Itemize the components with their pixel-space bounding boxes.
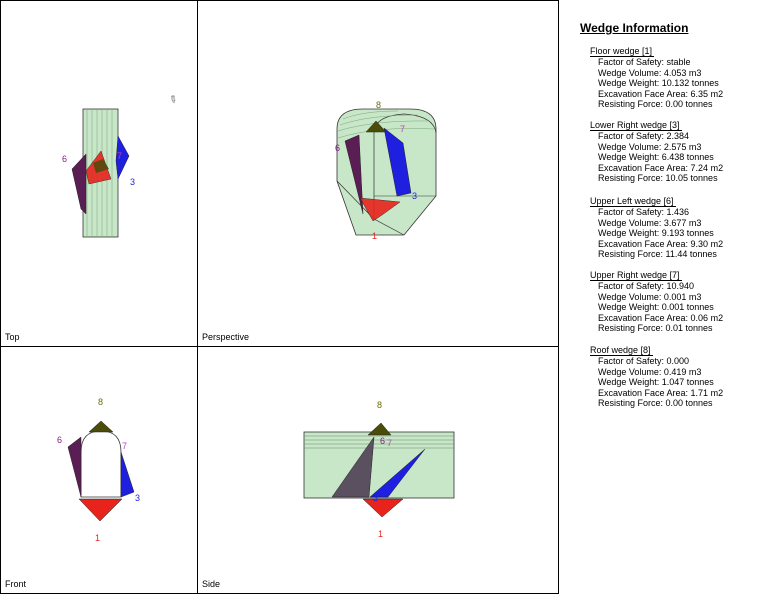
wedge-label-6: 6 [62, 154, 68, 164]
wedge-line: Resisting Force: 10.05 tonnes [598, 173, 718, 184]
wedge-line: Factor of Safety: stable [598, 57, 691, 68]
wedge-line: Factor of Safety: 1.436 [598, 207, 690, 218]
perspective-view-label: Perspective [202, 332, 250, 342]
wedge-label-3: 3 [130, 177, 136, 187]
wedge-label-1: 1 [95, 533, 101, 543]
wedge-info-upper-left [590, 196, 723, 259]
wedge-name: Lower Right wedge [3] [590, 120, 680, 130]
wedge-label-3: 3 [135, 493, 141, 503]
floor-wedge-front [79, 499, 122, 521]
wedge-line: Wedge Weight: 0.001 tonnes [598, 302, 714, 313]
wedge-line: Wedge Weight: 9.193 tonnes [598, 228, 714, 239]
wedge-line: Resisting Force: 11.44 tonnes [598, 249, 717, 260]
wedge-label-8: 8 [377, 400, 383, 410]
upper-left-wedge-front [68, 437, 81, 497]
side-view-drawing [198, 347, 559, 594]
perspective-view-drawing [198, 1, 559, 347]
wedge-line: Wedge Volume: 0.001 m3 [598, 291, 702, 302]
wedge-line: Wedge Volume: 0.419 m3 [598, 366, 702, 377]
front-view-drawing [1, 347, 198, 594]
wedge-line: Wedge Weight: 1.047 tonnes [598, 377, 714, 388]
wedge-name: Roof wedge [8] [590, 345, 651, 355]
wedge-info-lower-right [590, 120, 723, 183]
excavation-front [81, 431, 121, 497]
front-viewport[interactable] [0, 346, 198, 594]
wedge-line: Resisting Force: 0.01 tonnes [598, 323, 713, 334]
wedge-line: Excavation Face Area: 1.71 m2 [598, 387, 724, 398]
front-view-label: Front [5, 579, 27, 589]
top-view-label: Top [5, 332, 20, 342]
wedge-name: Upper Left wedge [6] [590, 196, 674, 206]
lower-right-wedge-front [121, 452, 134, 497]
wedge-label-6: 6 [380, 436, 386, 446]
wedge-line: Factor of Safety: 10.940 [598, 281, 695, 292]
wedge-line: Wedge Weight: 6.438 tonnes [598, 152, 714, 163]
roof-wedge-side [368, 423, 391, 435]
wedge-info-floor [590, 46, 723, 109]
excavation-side [304, 432, 454, 498]
wedge-line: Wedge Volume: 4.053 m3 [598, 67, 702, 78]
wedge-line: Factor of Safety: 2.384 [598, 131, 690, 142]
wedge-line: Wedge Volume: 3.677 m3 [598, 217, 702, 228]
pick-cursor-icon: ✎ [166, 93, 180, 108]
wedge-label-8: 8 [98, 397, 104, 407]
top-viewport[interactable] [0, 0, 198, 347]
wedge-label-1: 1 [378, 529, 384, 539]
wedge-line: Wedge Volume: 2.575 m3 [598, 141, 702, 152]
wedge-label-7: 7 [122, 441, 128, 451]
wedge-line: Excavation Face Area: 9.30 m2 [598, 238, 724, 249]
wedge-line: Excavation Face Area: 6.35 m2 [598, 88, 724, 99]
perspective-viewport[interactable] [197, 0, 559, 347]
wedge-name: Upper Right wedge [7] [590, 270, 680, 280]
wedge-line: Resisting Force: 0.00 tonnes [598, 398, 713, 409]
info-title: Wedge Information [580, 21, 689, 35]
wedge-label-3: 3 [373, 493, 379, 503]
wedge-label-8: 8 [376, 100, 382, 110]
wedge-line: Wedge Weight: 10.132 tonnes [598, 78, 719, 89]
top-view-drawing [1, 1, 198, 347]
excavation-perspective [337, 109, 436, 235]
wedge-label-1: 1 [372, 231, 378, 241]
wedge-line: Factor of Safety: 0.000 [598, 356, 690, 367]
wedge-info-upper-right [590, 270, 723, 333]
wedge-info-roof [590, 345, 723, 408]
wedge-line: Excavation Face Area: 7.24 m2 [598, 162, 724, 173]
wedge-label-6: 6 [335, 143, 341, 153]
side-view-label: Side [202, 579, 221, 589]
side-viewport[interactable] [197, 346, 559, 594]
roof-wedge-front [89, 421, 113, 432]
wedge-label-6: 6 [57, 435, 63, 445]
wedge-line: Excavation Face Area: 0.06 m2 [598, 312, 724, 323]
floor-wedge-side [363, 499, 403, 517]
upper-left-wedge-top [72, 154, 86, 214]
wedge-information-panel [558, 0, 768, 594]
wedge-line: Resisting Force: 0.00 tonnes [598, 99, 713, 110]
wedge-label-7: 7 [387, 438, 393, 448]
wedge-name: Floor wedge [1] [590, 46, 653, 56]
wedge-label-7: 7 [400, 124, 406, 134]
wedge-label-7: 7 [117, 151, 123, 161]
wedge-label-3: 3 [412, 191, 418, 201]
